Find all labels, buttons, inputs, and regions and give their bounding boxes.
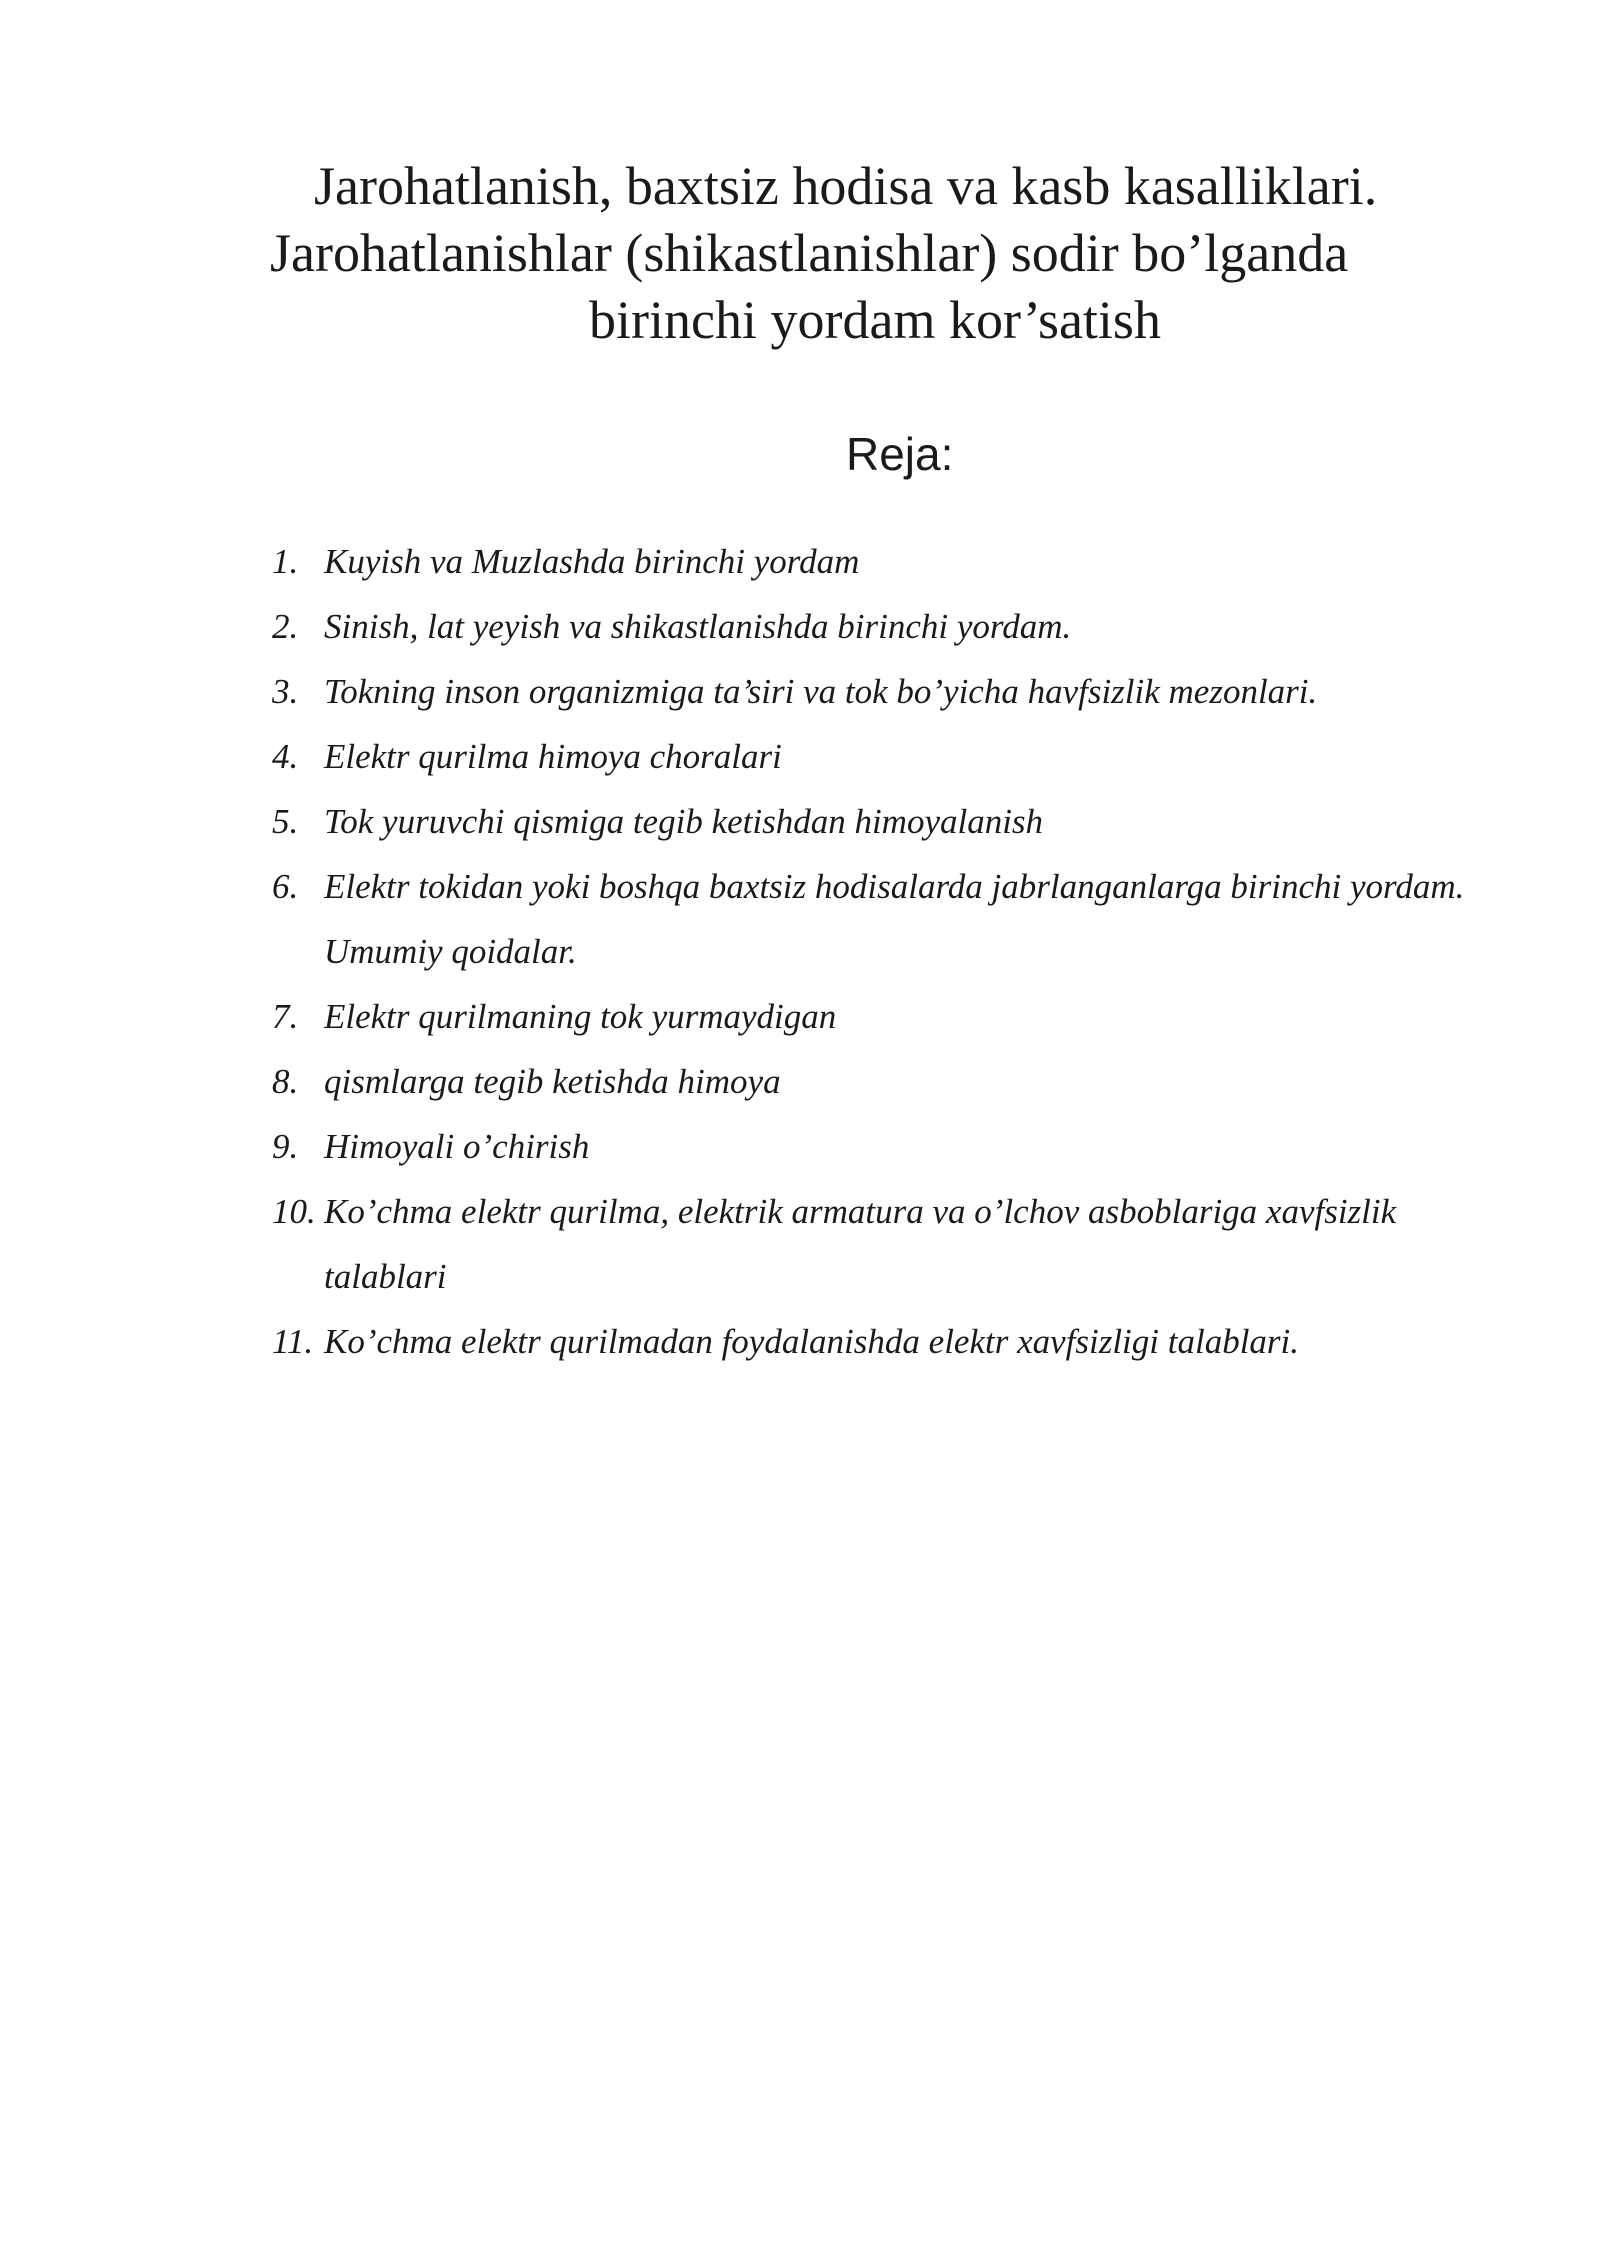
plan-item-number: 3. xyxy=(272,672,299,711)
plan-item-text: qismlarga tegib ketishda himoya xyxy=(324,1062,781,1101)
plan-item-text: Tok yuruvchi qismiga tegib ketishdan himoyalanish xyxy=(324,802,1044,841)
title-line-3 xyxy=(250,287,1500,354)
plan-item xyxy=(272,594,1512,659)
plan-heading: Reja: xyxy=(846,428,954,480)
plan-item xyxy=(272,1179,1512,1309)
plan-item-text: Elektr qurilmaning tok yurmaydigan xyxy=(324,997,837,1036)
plan-item-text: Sinish, lat yeyish va shikastlanishda birinchi yordam. xyxy=(324,607,1072,646)
plan-item-text: Elektr tokidan yoki boshqa baxtsiz hodisalarda jabrlanganlarga birinchi yordam. Umumiy qoidalar. xyxy=(324,867,1465,971)
plan-item-text: Himoyali o’chirish xyxy=(324,1127,590,1166)
title-line-3-text: birinchi yordam kor’satish xyxy=(589,290,1161,350)
plan-item-number: 11. xyxy=(272,1322,314,1361)
plan-list xyxy=(272,529,1512,1374)
plan-item-number: 10. xyxy=(272,1192,316,1231)
document-title xyxy=(250,153,1500,354)
plan-item-number: 2. xyxy=(272,607,299,646)
plan-item-number: 6. xyxy=(272,867,299,906)
plan-item-text: Elektr qurilma himoya choralari xyxy=(324,737,782,776)
plan-item-number: 8. xyxy=(272,1062,299,1101)
plan-item xyxy=(272,1114,1512,1179)
plan-item-text: Kuyish va Muzlashda birinchi yordam xyxy=(324,542,860,581)
plan-item-text: Tokning inson organizmiga ta’siri va tok bo’yicha havfsizlik mezonlari. xyxy=(324,672,1318,711)
plan-item-number: 4. xyxy=(272,737,299,776)
plan-item-number: 7. xyxy=(272,997,299,1036)
plan-item-text: Ko’chma elektr qurilmadan foydalanishda elektr xavfsizligi talablari. xyxy=(324,1322,1300,1361)
title-line-1: Jarohatlanish, baxtsiz hodisa va kasb kasalliklari. xyxy=(314,156,1378,216)
plan-item xyxy=(272,529,1512,594)
plan-item xyxy=(272,984,1512,1049)
plan-item-number: 5. xyxy=(272,802,299,841)
plan-item-text: Ko’chma elektr qurilma, elektrik armatura va o’lchov asboblariga xavfsizlik talablari xyxy=(324,1192,1397,1296)
plan-item xyxy=(272,1049,1512,1114)
plan-item-number: 1. xyxy=(272,542,299,581)
plan-item xyxy=(272,789,1512,854)
plan-item xyxy=(272,724,1512,789)
plan-item-number: 9. xyxy=(272,1127,299,1166)
plan-item xyxy=(272,659,1512,724)
title-line-2: Jarohatlanishlar (shikastlanishlar) sodir bo’lganda xyxy=(270,223,1349,283)
plan-item xyxy=(272,854,1512,984)
plan-item xyxy=(272,1309,1512,1374)
